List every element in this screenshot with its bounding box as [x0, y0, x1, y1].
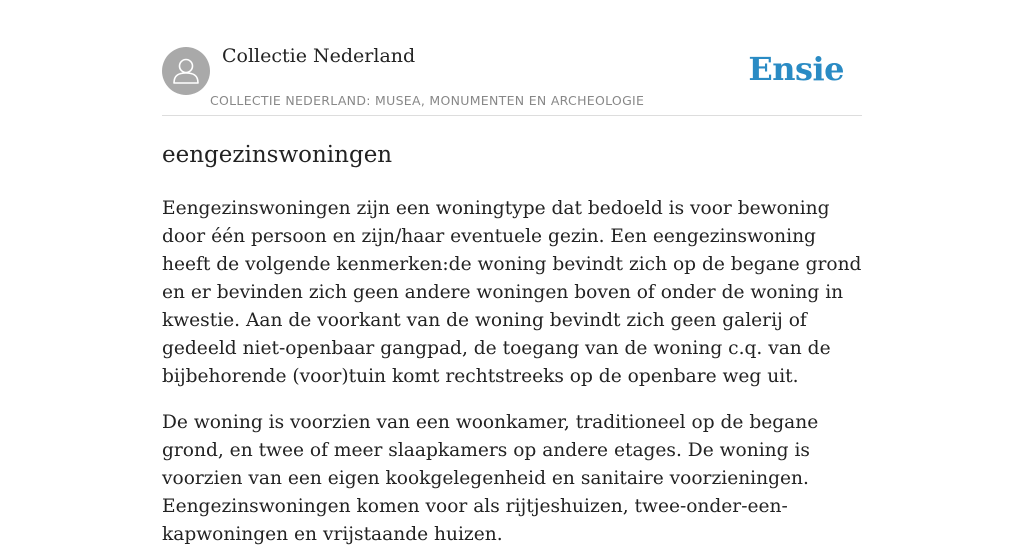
entry-header: [162, 0, 862, 116]
entry-paragraph: Eengezinswoningen zijn een woningtype dat bedoeld is voor bewoning door één persoon en zijn/haar eventuele gezin. Een eengezinswoning heeft de volgende kenmerken:de woning bevindt zich op de begane grond en er bevinden zich geen andere woningen boven of onder de woning in kwestie. Aan de voorkant van de woning bevindt zich geen galerij of gedeeld niet-openbaar gangpad, de toegang van de woning c.q. van de bijbehorende (voor)tuin komt rechtstreeks op de openbare weg uit.: [162, 198, 862, 387]
user-icon: [162, 47, 210, 95]
entry-paragraph: De woning is voorzien van een woonkamer, traditioneel op de begane grond, en twee of meer slaapkamers op andere etages. De woning is voorzien van een eigen kookgelegenheid en sanitaire voorzieningen. Eengezinswoningen komen voor als rijtjeshuizen, twee-onder-een-kapwoningen en vrijstaande huizen.: [162, 412, 819, 545]
avatar[interactable]: [162, 47, 210, 95]
collection-label[interactable]: COLLECTIE NEDERLAND: MUSEA, MONUMENTEN EN ARCHEOLOGIE: [210, 93, 645, 108]
entry-title: eengezinswoningen: [162, 142, 393, 168]
brand-logo[interactable]: Ensie: [748, 50, 844, 88]
page: [162, 0, 862, 545]
author-name[interactable]: Collectie Nederland: [222, 45, 416, 67]
